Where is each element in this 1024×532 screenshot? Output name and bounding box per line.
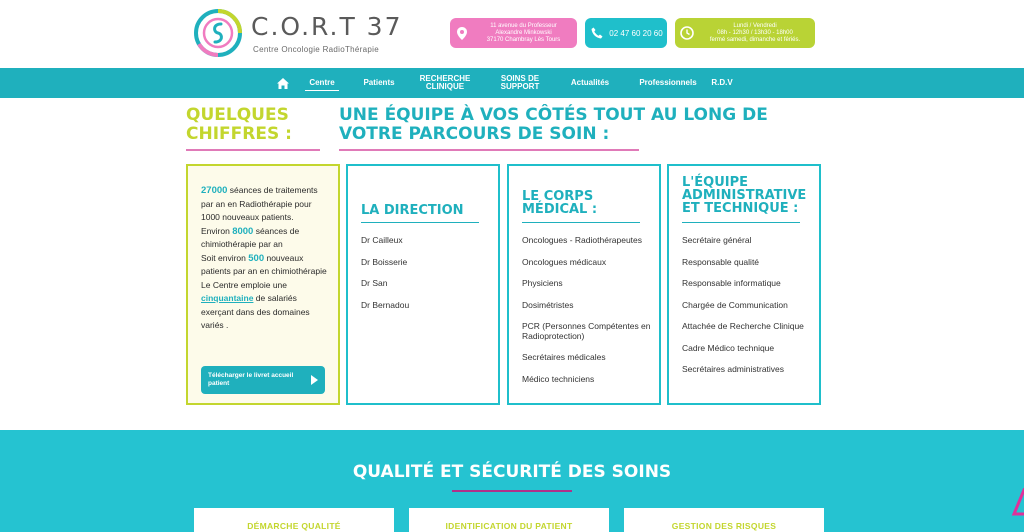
decorative-triangle-icon bbox=[1010, 488, 1024, 528]
stat-text-6: Le Centre emploie une bbox=[201, 279, 288, 290]
admin-list-item: Attachée de Recherche Clinique bbox=[682, 321, 804, 331]
stat-text-5: nouveaux patients par an en chimiothérapie bbox=[201, 252, 327, 276]
medical-list-item: Physiciens bbox=[522, 278, 563, 288]
hours-line-1: Lundi / Vendredi bbox=[733, 22, 777, 29]
direction-card bbox=[346, 164, 500, 405]
location-pin-icon bbox=[450, 18, 474, 48]
admin-list-item: Secrétaire général bbox=[682, 235, 752, 245]
admin-list-item: Cadre Médico technique bbox=[682, 342, 775, 353]
medical-card bbox=[507, 164, 661, 405]
stats-card bbox=[186, 164, 340, 405]
equipe-heading bbox=[339, 106, 768, 144]
home-icon[interactable] bbox=[276, 68, 290, 98]
stat-text-1: séances de traitements par an en Radiothérapie pour 1000 nouveaux patients. bbox=[201, 185, 318, 222]
direction-title: LA DIRECTION bbox=[361, 203, 464, 218]
address-pill[interactable] bbox=[450, 18, 577, 48]
medical-list-item: Oncologues médicaux bbox=[522, 256, 607, 267]
address-text bbox=[474, 23, 577, 44]
admin-list-item: Responsable informatique bbox=[682, 278, 781, 288]
stat-salaries: cinquantaine bbox=[201, 293, 254, 303]
play-arrow-icon bbox=[311, 375, 318, 385]
admin-title-line-2: ADMINISTRATIVE bbox=[682, 188, 807, 203]
nav-item-patients[interactable]: Patients bbox=[363, 78, 395, 87]
nav-item-centre[interactable]: Centre bbox=[305, 68, 339, 98]
quality-box-identification[interactable]: IDENTIFICATION DU PATIENT bbox=[409, 508, 609, 532]
direction-list-item: Dr San bbox=[361, 278, 388, 288]
direction-list-item: Dr Boisserie bbox=[361, 256, 408, 267]
chiffres-heading bbox=[186, 106, 292, 144]
direction-list-item: Dr Cailleux bbox=[361, 235, 403, 245]
nav-item-soins-support[interactable]: SOINS DE SUPPORT bbox=[500, 74, 540, 91]
chiffres-underline bbox=[186, 149, 320, 151]
logo-subtitle: Centre Oncologie RadioThérapie bbox=[253, 45, 379, 54]
admin-card bbox=[667, 164, 821, 405]
stat-nouveaux-patients: 500 bbox=[248, 252, 265, 264]
stat-seances-radio: 27000 bbox=[201, 185, 228, 196]
medical-list-item: Dosimétristes bbox=[522, 299, 574, 310]
equipe-heading-line-2: VOTRE PARCOURS DE SOIN : bbox=[339, 124, 610, 144]
medical-title-line-1: LE CORPS bbox=[522, 189, 594, 204]
chiffres-heading-line-2: CHIFFRES : bbox=[186, 124, 292, 144]
phone-number: 02 47 60 20 60 bbox=[609, 28, 663, 38]
admin-list-item: Secrétaires administratives bbox=[682, 364, 785, 374]
hours-pill[interactable] bbox=[675, 18, 815, 48]
download-booklet-button[interactable] bbox=[201, 366, 325, 394]
nav-item-recherche-clinique[interactable]: RECHERCHE CLINIQUE bbox=[419, 74, 471, 91]
nav-item-professionnels[interactable]: Professionnels bbox=[639, 78, 697, 87]
admin-title-line-1: L'ÉQUIPE bbox=[682, 175, 748, 190]
phone-icon bbox=[585, 18, 609, 48]
hours-line-3: fermé samedi, dimanche et fériés. bbox=[709, 36, 801, 43]
hours-text bbox=[699, 23, 815, 44]
admin-title-line-3: ET TECHNIQUE : bbox=[682, 201, 799, 216]
stat-text-4: Soit environ bbox=[201, 252, 249, 263]
medical-list-item: Secrétaires médicales bbox=[522, 352, 606, 362]
clock-icon bbox=[675, 18, 699, 48]
address-line-2: Alexandre Minkowski bbox=[495, 29, 552, 36]
admin-title bbox=[682, 176, 806, 215]
site-logo[interactable] bbox=[193, 8, 403, 60]
chiffres-heading-line-1: QUELQUES bbox=[186, 105, 289, 125]
equipe-heading-line-1: UNE ÉQUIPE À VOS CÔTÉS TOUT AU LONG DE bbox=[339, 105, 768, 125]
medical-title-line-2: MÉDICAL : bbox=[522, 202, 598, 217]
quality-box-risques[interactable]: GESTION DES RISQUES bbox=[624, 508, 824, 532]
medical-list-item: Médico techniciens bbox=[522, 373, 595, 384]
medical-list bbox=[522, 236, 652, 384]
medical-title bbox=[522, 190, 597, 216]
admin-list-item: Responsable qualité bbox=[682, 256, 760, 267]
main-nav bbox=[0, 68, 1024, 98]
phone-pill[interactable] bbox=[585, 18, 667, 48]
quality-underline bbox=[452, 490, 572, 492]
hours-line-2: 08h - 12h30 / 13h30 - 18h00 bbox=[717, 29, 793, 36]
direction-title-underline bbox=[361, 222, 479, 223]
logo-mark-icon bbox=[193, 8, 243, 58]
medical-title-underline bbox=[522, 222, 640, 223]
logo-name: C.O.R.T 37 bbox=[251, 12, 403, 41]
medical-list-item: PCR (Personnes Compétentes en Radioprotection) bbox=[522, 321, 651, 341]
admin-title-underline bbox=[682, 222, 800, 223]
address-line-3: 37170 Chambray Lès Tours bbox=[486, 36, 561, 43]
direction-list bbox=[361, 236, 491, 310]
nav-item-rdv[interactable]: R.D.V bbox=[711, 78, 733, 87]
stat-seances-chimio: 8000 bbox=[232, 225, 254, 237]
direction-list-item: Dr Bernadou bbox=[361, 299, 410, 310]
admin-list-item: Chargée de Communication bbox=[682, 299, 788, 310]
stats-text bbox=[201, 184, 329, 333]
equipe-underline bbox=[339, 149, 639, 151]
nav-item-actualites[interactable]: Actualités bbox=[570, 78, 610, 87]
stat-text-2: Environ bbox=[201, 225, 233, 236]
stat-text-7: de salariés exerçant dans des domaines variés . bbox=[201, 293, 310, 330]
quality-title: QUALITÉ ET SÉCURITÉ DES SOINS bbox=[352, 462, 672, 482]
site-header bbox=[0, 0, 1024, 68]
quality-box-demarche[interactable]: DÉMARCHE QUALITÉ bbox=[194, 508, 394, 532]
stat-text-3: séances de chimiothérapie par an bbox=[201, 225, 300, 249]
download-booklet-label: Télécharger le livret accueil patient bbox=[208, 372, 294, 387]
medical-list-item: Oncologues - Radiothérapeutes bbox=[522, 235, 643, 245]
address-line-1: 11 avenue du Professeur bbox=[490, 22, 557, 29]
admin-list bbox=[682, 236, 812, 375]
